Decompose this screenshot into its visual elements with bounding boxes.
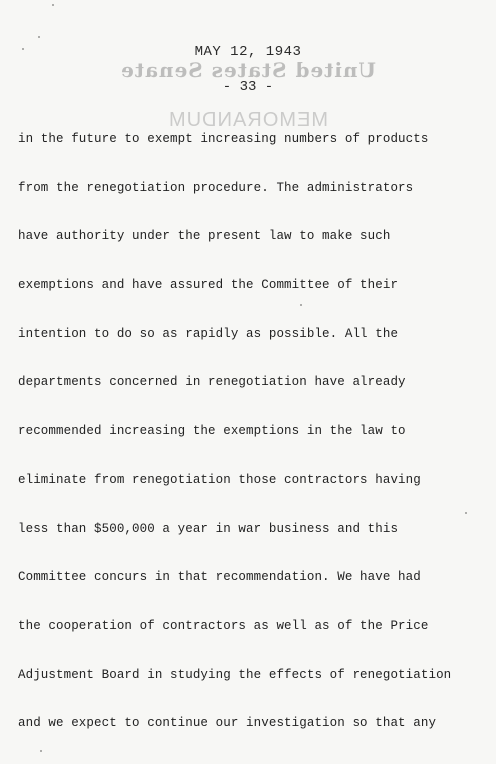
- paper-speck: [465, 512, 467, 514]
- paper-speck: [300, 304, 302, 306]
- paper-speck: [38, 36, 40, 38]
- body-line: Committee concurs in that recommendation. We have had: [18, 570, 421, 585]
- paper-speck: [52, 4, 54, 6]
- document-date: MAY 12, 1943: [194, 44, 302, 60]
- body-line: in the future to exempt increasing numbers of products: [18, 132, 429, 146]
- letterhead-bleed-through: United States Senate: [120, 58, 376, 82]
- paper-speck: [40, 750, 42, 752]
- body-line: have authority under the present law to make such: [18, 229, 391, 244]
- body-line: eliminate from renegotiation those contractors having: [18, 472, 421, 487]
- paper-speck: [22, 48, 24, 50]
- body-line: less than $500,000 a year in war business and this: [18, 521, 399, 536]
- body-line: from the renegotiation procedure. The administrators: [18, 180, 414, 195]
- body-line: intention to do so as rapidly as possible. All the: [18, 326, 399, 341]
- body-line: departments concerned in renegotiation have already: [18, 375, 406, 390]
- body-line: recommended increasing the exemptions in the law to: [18, 424, 406, 439]
- body-line: the cooperation of contractors as well as of the Price: [18, 618, 429, 633]
- memo-bleed-through: MEMORANDUM: [168, 109, 328, 131]
- body-line: and we expect to continue our investigation so that any: [18, 716, 437, 731]
- page-number: - 33 -: [222, 79, 274, 95]
- body-line: exemptions and have assured the Committee of their: [18, 278, 399, 293]
- body-line: Adjustment Board in studying the effects of renegotiation: [18, 667, 452, 682]
- body-text: [18, 131, 488, 764]
